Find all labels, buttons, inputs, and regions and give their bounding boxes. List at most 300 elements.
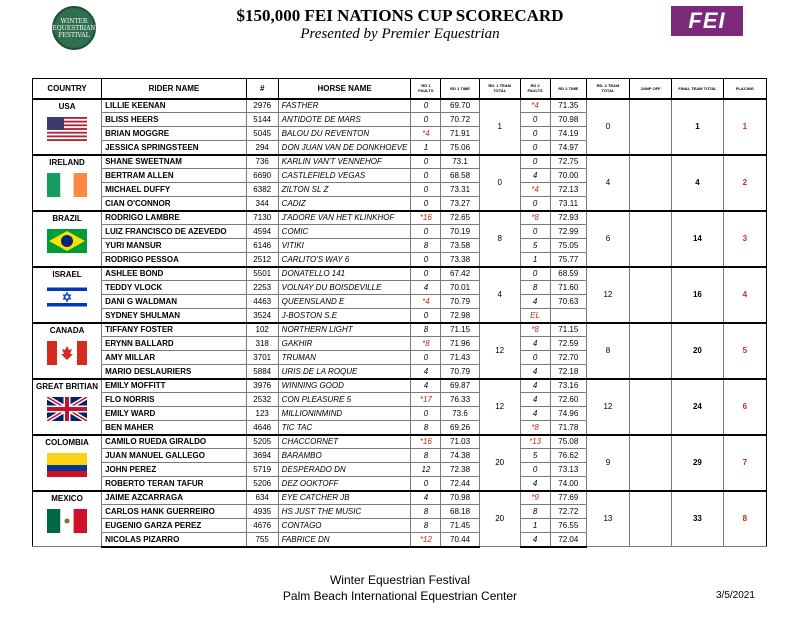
rd1-faults: 0	[411, 113, 441, 127]
horse-name: BARAMBO	[278, 449, 411, 463]
horse-name: URIS DE LA ROQUE	[278, 365, 411, 379]
col-rd2-time: RD 2 TIME	[550, 79, 587, 99]
rd1-time: 71.96	[441, 337, 479, 351]
country-name: CANADA	[49, 325, 85, 335]
rider-number: 2253	[246, 281, 278, 295]
horse-name: COMIC	[278, 225, 411, 239]
rider-name: JOHN PEREZ	[102, 463, 247, 477]
horse-name: KARLIN VAN'T VENNEHOF	[278, 155, 411, 169]
rd1-team-total: 20	[479, 435, 520, 491]
rd1-time: 71.45	[441, 519, 479, 533]
rd2-time: 72.13	[550, 183, 587, 197]
jump-off-cell	[629, 379, 671, 435]
rd1-time: 75.06	[441, 141, 479, 155]
rd1-time: 70.72	[441, 113, 479, 127]
placing: 1	[723, 99, 766, 155]
rd1-faults: 12	[411, 463, 441, 477]
footer-event: Winter Equestrian Festival	[329, 573, 471, 587]
rd1-faults: 0	[411, 309, 441, 323]
rd1-team-total: 20	[479, 491, 520, 547]
rd2-time: 72.59	[550, 337, 587, 351]
rider-number: 7130	[246, 211, 278, 225]
rd1-time: 72.65	[441, 211, 479, 225]
placing: 8	[723, 491, 766, 547]
rd1-time: 73.1	[441, 155, 479, 169]
horse-name: FASTHER	[278, 99, 411, 113]
rd1-faults: *12	[411, 533, 441, 547]
rider-name: RODRIGO PESSOA	[102, 253, 247, 267]
rd2-team-total: 12	[587, 267, 630, 323]
rd1-faults: 8	[411, 323, 441, 337]
rd1-faults: 4	[411, 281, 441, 295]
rd2-time: 74.19	[550, 127, 587, 141]
col-rd1-faults: RD 1 FAULTS	[411, 79, 441, 99]
country-cell	[33, 211, 102, 267]
rd2-faults: *13	[520, 435, 550, 449]
usa-flag-icon	[36, 117, 98, 141]
rider-name: CAMILO RUEDA GIRALDO	[102, 435, 247, 449]
rd2-time: 75.05	[550, 239, 587, 253]
rd1-time: 72.38	[441, 463, 479, 477]
final-team-total: 16	[672, 267, 723, 323]
rider-number: 634	[246, 491, 278, 505]
rd2-time: 74.00	[550, 477, 587, 491]
rd2-faults: 4	[520, 393, 550, 407]
rd2-team-total: 9	[587, 435, 630, 491]
table-row	[33, 155, 767, 169]
israel-flag-icon	[36, 285, 98, 309]
table-row	[33, 435, 767, 449]
rd2-faults: 4	[520, 169, 550, 183]
country-cell	[33, 155, 102, 211]
horse-name: CHACCORNET	[278, 435, 411, 449]
rd1-time: 76.33	[441, 393, 479, 407]
horse-name: CON PLEASURE 5	[278, 393, 411, 407]
rider-name: BRIAN MOGGRE	[102, 127, 247, 141]
horse-name: NORTHERN LIGHT	[278, 323, 411, 337]
rider-number: 102	[246, 323, 278, 337]
rider-name: CIAN O'CONNOR	[102, 197, 247, 211]
horse-name: J-BOSTON S.E	[278, 309, 411, 323]
rd2-faults: *8	[520, 421, 550, 435]
rd2-time: 72.72	[550, 505, 587, 519]
rider-name: EUGENIO GARZA PEREZ	[102, 519, 247, 533]
rd2-time: 72.60	[550, 393, 587, 407]
rd1-time: 74.38	[441, 449, 479, 463]
jump-off-cell	[629, 323, 671, 379]
rd1-time: 73.27	[441, 197, 479, 211]
rd2-faults: 0	[520, 225, 550, 239]
rd1-time: 70.98	[441, 491, 479, 505]
rd2-faults: 4	[520, 533, 550, 547]
rider-name: DANI G WALDMAN	[102, 295, 247, 309]
placing: 4	[723, 267, 766, 323]
canada-flag-icon	[36, 341, 98, 365]
rider-name: LILLIE KEENAN	[102, 99, 247, 113]
horse-name: DESPERADO DN	[278, 463, 411, 477]
col-horse: HORSE NAME	[278, 79, 411, 99]
horse-name: WINNING GOOD	[278, 379, 411, 393]
rider-name: MARIO DESLAURIERS	[102, 365, 247, 379]
rd1-time: 69.26	[441, 421, 479, 435]
rider-number: 6690	[246, 169, 278, 183]
rd2-team-total: 6	[587, 211, 630, 267]
rider-number: 736	[246, 155, 278, 169]
rd2-team-total: 4	[587, 155, 630, 211]
rider-name: ERYNN BALLARD	[102, 337, 247, 351]
rider-name: ASHLEE BOND	[102, 267, 247, 281]
rider-name: EMILY MOFFITT	[102, 379, 247, 393]
col-rd2-faults: RD 2 FAULTS	[520, 79, 550, 99]
rd1-time: 71.91	[441, 127, 479, 141]
rider-number: 318	[246, 337, 278, 351]
country-cell	[33, 323, 102, 379]
rd2-faults: 0	[520, 155, 550, 169]
horse-name: QUEENSLAND E	[278, 295, 411, 309]
rider-name: CARLOS HANK GUERREIRO	[102, 505, 247, 519]
rider-number: 2532	[246, 393, 278, 407]
table-row	[33, 211, 767, 225]
country-cell	[33, 379, 102, 435]
mexico-flag-icon	[36, 509, 98, 533]
rd2-time: 72.93	[550, 211, 587, 225]
rider-name: RODRIGO LAMBRE	[102, 211, 247, 225]
country-name: BRAZIL	[52, 213, 82, 223]
rd1-team-total: 0	[479, 155, 520, 211]
horse-name: DONATELLO 141	[278, 267, 411, 281]
horse-name: CASTLEFIELD VEGAS	[278, 169, 411, 183]
rd1-faults: 8	[411, 519, 441, 533]
footer-date: 3/5/2021	[716, 590, 755, 601]
horse-name: TIC TAC	[278, 421, 411, 435]
rider-number: 4935	[246, 505, 278, 519]
rd2-faults: 5	[520, 239, 550, 253]
col-rd1-team-total: RD. 1 TEAM TOTAL	[479, 79, 520, 99]
rd2-faults: *4	[520, 99, 550, 113]
rd2-faults: 4	[520, 365, 550, 379]
placing: 7	[723, 435, 766, 491]
rider-name: JAIME AZCARRAGA	[102, 491, 247, 505]
rd1-faults: *16	[411, 211, 441, 225]
rd1-time: 70.79	[441, 365, 479, 379]
country-name: ISRAEL	[52, 269, 82, 279]
rd2-faults: *8	[520, 211, 550, 225]
rd1-faults: 0	[411, 407, 441, 421]
rider-number: 5884	[246, 365, 278, 379]
horse-name: CARLITO'S WAY 6	[278, 253, 411, 267]
rd1-faults: *4	[411, 127, 441, 141]
rd2-time: 72.75	[550, 155, 587, 169]
scorecard-table	[32, 78, 767, 548]
rd1-time: 73.58	[441, 239, 479, 253]
rider-number: 3694	[246, 449, 278, 463]
rd2-time: 74.96	[550, 407, 587, 421]
rd1-time: 73.38	[441, 253, 479, 267]
rider-number: 3524	[246, 309, 278, 323]
col-rd2-team-total: RD. 2 TEAM TOTAL	[587, 79, 630, 99]
rider-name: LUIZ FRANCISCO DE AZEVEDO	[102, 225, 247, 239]
col-rider: RIDER NAME	[102, 79, 247, 99]
horse-name: CONTAGO	[278, 519, 411, 533]
final-team-total: 29	[672, 435, 723, 491]
horse-name: EYE CATCHER JB	[278, 491, 411, 505]
horse-name: HS JUST THE MUSIC	[278, 505, 411, 519]
rd1-team-total: 4	[479, 267, 520, 323]
rd1-time: 69.87	[441, 379, 479, 393]
rd1-faults: 4	[411, 491, 441, 505]
rider-number: 3976	[246, 379, 278, 393]
rd2-time: 71.15	[550, 323, 587, 337]
rd1-time: 73.31	[441, 183, 479, 197]
rider-number: 6382	[246, 183, 278, 197]
col-placing: PLACING	[723, 79, 766, 99]
rd2-faults: 1	[520, 519, 550, 533]
col-final: FINAL TEAM TOTAL	[672, 79, 723, 99]
rd1-faults: 0	[411, 169, 441, 183]
rd1-time: 71.15	[441, 323, 479, 337]
country-cell	[33, 99, 102, 155]
rd2-faults: 4	[520, 337, 550, 351]
rd2-time: 72.18	[550, 365, 587, 379]
rider-name: BLISS HEERS	[102, 113, 247, 127]
rd1-team-total: 8	[479, 211, 520, 267]
placing: 2	[723, 155, 766, 211]
rd2-team-total: 0	[587, 99, 630, 155]
country-cell	[33, 491, 102, 547]
rd1-faults: *8	[411, 337, 441, 351]
rd2-team-total: 13	[587, 491, 630, 547]
rd1-time: 72.98	[441, 309, 479, 323]
col-num: #	[246, 79, 278, 99]
brazil-flag-icon	[36, 229, 98, 253]
rd2-time: 77.69	[550, 491, 587, 505]
rider-number: 5719	[246, 463, 278, 477]
rd1-faults: 0	[411, 99, 441, 113]
rd2-faults: EL	[520, 309, 550, 323]
rd1-faults: 0	[411, 477, 441, 491]
rd1-faults: 4	[411, 379, 441, 393]
rd2-time: 75.08	[550, 435, 587, 449]
rd1-team-total: 12	[479, 323, 520, 379]
rd1-faults: 0	[411, 155, 441, 169]
rd1-time: 70.19	[441, 225, 479, 239]
rd2-time: 72.70	[550, 351, 587, 365]
rd2-faults: 4	[520, 407, 550, 421]
rider-name: MICHAEL DUFFY	[102, 183, 247, 197]
rider-name: ROBERTO TERAN TAFUR	[102, 477, 247, 491]
rd1-faults: 0	[411, 351, 441, 365]
rd1-time: 68.18	[441, 505, 479, 519]
rd1-faults: 0	[411, 253, 441, 267]
rd1-faults: 0	[411, 267, 441, 281]
rd1-faults: 0	[411, 197, 441, 211]
rd2-faults: 0	[520, 141, 550, 155]
country-cell	[33, 267, 102, 323]
rd1-faults: 8	[411, 505, 441, 519]
rd2-faults: 4	[520, 295, 550, 309]
col-jump-off: JUMP OFF	[629, 79, 671, 99]
rd2-time: 73.13	[550, 463, 587, 477]
jump-off-cell	[629, 267, 671, 323]
rd2-faults: 8	[520, 281, 550, 295]
rd2-faults: 4	[520, 379, 550, 393]
rd2-faults: *9	[520, 491, 550, 505]
rider-number: 5045	[246, 127, 278, 141]
rd2-time: 73.16	[550, 379, 587, 393]
country-name: MEXICO	[51, 493, 83, 503]
horse-name: VITIKI	[278, 239, 411, 253]
table-row	[33, 99, 767, 113]
rd2-faults: 0	[520, 351, 550, 365]
horse-name: GAKHIR	[278, 337, 411, 351]
country-name: COLOMBIA	[45, 437, 89, 447]
rider-number: 123	[246, 407, 278, 421]
rd1-team-total: 12	[479, 379, 520, 435]
page-subtitle: Presented by Premier Equestrian	[300, 26, 500, 42]
rd1-faults: 0	[411, 183, 441, 197]
rider-number: 755	[246, 533, 278, 547]
rider-name: JESSICA SPRINGSTEEN	[102, 141, 247, 155]
rd2-time: 71.78	[550, 421, 587, 435]
rider-number: 3701	[246, 351, 278, 365]
rd2-faults: *4	[520, 183, 550, 197]
logo-text: WINTER EQUESTRIAN FESTIVAL	[52, 17, 96, 39]
placing: 5	[723, 323, 766, 379]
rd2-time: 72.04	[550, 533, 587, 547]
horse-name: ZILTON SL Z	[278, 183, 411, 197]
rider-number: 5144	[246, 113, 278, 127]
rider-name: SYDNEY SHULMAN	[102, 309, 247, 323]
colombia-flag-icon	[36, 453, 98, 477]
rd2-faults: 0	[520, 267, 550, 281]
horse-name: CADIZ	[278, 197, 411, 211]
placing: 3	[723, 211, 766, 267]
header-row	[33, 79, 767, 99]
horse-name: J'ADORE VAN HET KLINKHOF	[278, 211, 411, 225]
rd1-time: 70.79	[441, 295, 479, 309]
final-team-total: 14	[672, 211, 723, 267]
rd1-faults: 1	[411, 141, 441, 155]
rd2-time: 70.98	[550, 113, 587, 127]
rider-name: BEN MAHER	[102, 421, 247, 435]
rd2-faults: 0	[520, 127, 550, 141]
rd2-time: 76.55	[550, 519, 587, 533]
horse-name: FABRICE DN	[278, 533, 411, 547]
horse-name: MILLIONINMIND	[278, 407, 411, 421]
col-country: COUNTRY	[33, 79, 102, 99]
horse-name: DEZ OOKTOFF	[278, 477, 411, 491]
fei-logo: FEI	[671, 6, 743, 36]
gb-flag-icon	[36, 397, 98, 421]
rider-name: YURI MANSUR	[102, 239, 247, 253]
rider-number: 4594	[246, 225, 278, 239]
rd1-time: 72.44	[441, 477, 479, 491]
horse-name: BALOU DU REVENTON	[278, 127, 411, 141]
horse-name: ANTIDOTE DE MARS	[278, 113, 411, 127]
rd2-time: 70.63	[550, 295, 587, 309]
rd1-time: 67.42	[441, 267, 479, 281]
rider-number: 2976	[246, 99, 278, 113]
rider-number: 4646	[246, 421, 278, 435]
placing: 6	[723, 379, 766, 435]
footer-venue: Palm Beach International Equestrian Center	[282, 589, 518, 603]
table-row	[33, 267, 767, 281]
rd2-faults: 1	[520, 253, 550, 267]
rd1-faults: *17	[411, 393, 441, 407]
jump-off-cell	[629, 99, 671, 155]
rd1-team-total: 1	[479, 99, 520, 155]
country-name: IRELAND	[49, 157, 85, 167]
rider-name: NICOLAS PIZARRO	[102, 533, 247, 547]
rider-number: 4463	[246, 295, 278, 309]
rd2-faults: 4	[520, 477, 550, 491]
rd2-faults: 5	[520, 449, 550, 463]
rider-number: 6146	[246, 239, 278, 253]
page-title: $150,000 FEI NATIONS CUP SCORECARD	[236, 6, 564, 25]
rd2-time: 70.00	[550, 169, 587, 183]
rider-name: BERTRAM ALLEN	[102, 169, 247, 183]
rider-number: 344	[246, 197, 278, 211]
rd1-faults: *16	[411, 435, 441, 449]
rd1-time: 71.03	[441, 435, 479, 449]
rd1-time: 70.44	[441, 533, 479, 547]
rd1-faults: *4	[411, 295, 441, 309]
rider-name: TIFFANY FOSTER	[102, 323, 247, 337]
country-name: GREAT BRITIAN	[36, 381, 99, 391]
table-row	[33, 323, 767, 337]
rider-number: 5205	[246, 435, 278, 449]
rd2-time: 74.97	[550, 141, 587, 155]
rider-number: 5206	[246, 477, 278, 491]
country-name: USA	[58, 101, 76, 111]
rd2-time: 75.77	[550, 253, 587, 267]
rd2-faults: 0	[520, 463, 550, 477]
jump-off-cell	[629, 155, 671, 211]
final-team-total: 4	[672, 155, 723, 211]
horse-name: VOLNAY DU BOISDEVILLE	[278, 281, 411, 295]
rd2-faults: 0	[520, 113, 550, 127]
rd2-time: 76.62	[550, 449, 587, 463]
table-row	[33, 379, 767, 393]
horse-name: TRUMAN	[278, 351, 411, 365]
rd2-time: 71.60	[550, 281, 587, 295]
ireland-flag-icon	[36, 173, 98, 197]
final-team-total: 20	[672, 323, 723, 379]
country-cell	[33, 435, 102, 491]
final-team-total: 24	[672, 379, 723, 435]
rd1-faults: 8	[411, 239, 441, 253]
rider-name: TEDDY VLOCK	[102, 281, 247, 295]
rd2-team-total: 12	[587, 379, 630, 435]
rd1-time: 70.01	[441, 281, 479, 295]
jump-off-cell	[629, 211, 671, 267]
final-team-total: 1	[672, 99, 723, 155]
rd2-team-total: 8	[587, 323, 630, 379]
rd1-faults: 4	[411, 365, 441, 379]
rd1-faults: 8	[411, 449, 441, 463]
rd2-time: 73.11	[550, 197, 587, 211]
rider-name: AMY MILLAR	[102, 351, 247, 365]
rider-number: 294	[246, 141, 278, 155]
rd2-time	[550, 309, 587, 323]
rd2-time: 71.35	[550, 99, 587, 113]
rider-name: SHANE SWEETNAM	[102, 155, 247, 169]
rd2-time: 72.99	[550, 225, 587, 239]
rd1-faults: 8	[411, 421, 441, 435]
final-team-total: 33	[672, 491, 723, 547]
col-rd1-time: RD 1 TIME	[441, 79, 479, 99]
rider-number: 4676	[246, 519, 278, 533]
